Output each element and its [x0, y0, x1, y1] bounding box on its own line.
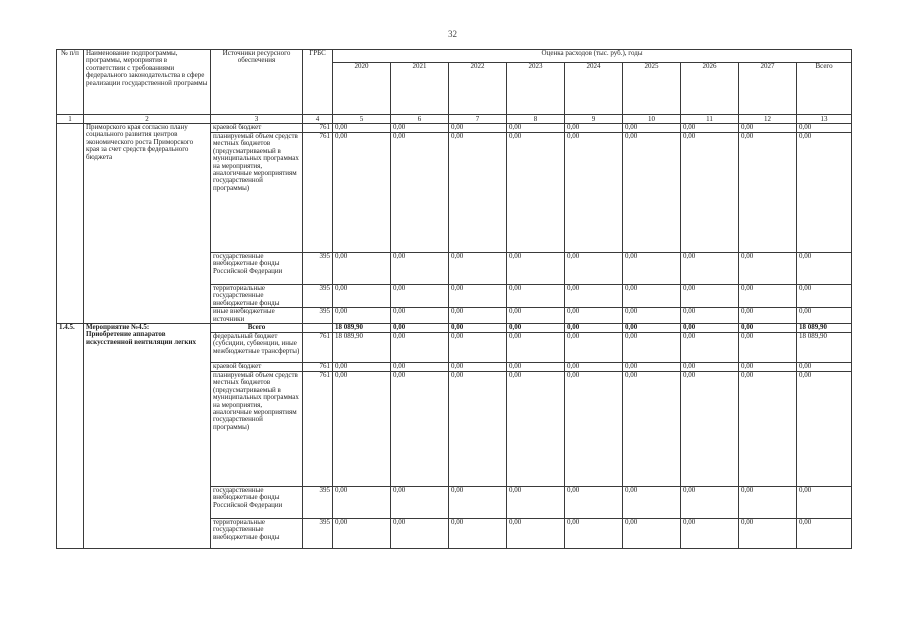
value-cell: 0,00 — [449, 363, 507, 372]
value-cell: 0,00 — [681, 519, 739, 549]
source-label: федеральный бюджет (субсидии, субвенции, иные межбюджетные трансферты) — [211, 333, 303, 363]
value-cell: 0,00 — [565, 253, 623, 285]
value-cell: 0,00 — [507, 253, 565, 285]
source-label: иные внебюджетные источники — [211, 308, 303, 324]
header-colnum-8: 9 — [565, 115, 623, 124]
value-cell: 0,00 — [681, 333, 739, 363]
value-cell: 0,00 — [333, 133, 391, 253]
value-cell: 0,00 — [739, 333, 797, 363]
value-cell: 18 089,90 — [797, 324, 852, 333]
value-cell: 0,00 — [739, 124, 797, 133]
header-colnum-0: 1 — [57, 115, 84, 124]
value-cell: 0,00 — [565, 333, 623, 363]
grbs-code: 395 — [303, 308, 333, 324]
source-label: территориальные государственные внебюджетные фонды — [211, 519, 303, 549]
section_b-description: Приобретение аппаратов искусственной вентиляции легких — [86, 330, 196, 346]
header-year-7: 2027 — [739, 63, 797, 115]
value-cell: 0,00 — [681, 372, 739, 487]
header-source: Источники ресурсного обеспечения — [211, 50, 303, 115]
value-cell: 0,00 — [333, 308, 391, 324]
header-year-4: 2024 — [565, 63, 623, 115]
value-cell: 0,00 — [449, 124, 507, 133]
value-cell: 0,00 — [507, 333, 565, 363]
value-cell: 0,00 — [391, 285, 449, 308]
value-cell: 0,00 — [797, 372, 852, 487]
source-label: планируемый объем средств местных бюджетов (предусматриваемый в муниципальных программах на мероприятия, аналогичные мероприятиям государственной программы) — [211, 372, 303, 487]
section_a-description: Приморского края согласно плану социального развития центров экономического роста Приморского края за счет средств федерального бюджета — [86, 123, 194, 161]
source-label: Всего — [211, 324, 303, 333]
header-year-2: 2022 — [449, 63, 507, 115]
grbs-code: 761 — [303, 124, 333, 133]
value-cell: 0,00 — [391, 308, 449, 324]
value-cell: 0,00 — [739, 133, 797, 253]
value-cell: 0,00 — [565, 519, 623, 549]
value-cell: 0,00 — [681, 324, 739, 333]
value-cell: 0,00 — [391, 372, 449, 487]
page-number: 32 — [448, 29, 457, 39]
value-cell: 0,00 — [623, 124, 681, 133]
header-year-3: 2023 — [507, 63, 565, 115]
grbs-code: 761 — [303, 133, 333, 253]
value-cell: 0,00 — [797, 124, 852, 133]
value-cell: 0,00 — [623, 333, 681, 363]
value-cell: 0,00 — [507, 363, 565, 372]
grbs-code: 395 — [303, 519, 333, 549]
value-cell: 0,00 — [623, 487, 681, 519]
section_a-name — [84, 124, 211, 324]
value-cell: 0,00 — [739, 308, 797, 324]
value-cell: 0,00 — [565, 124, 623, 133]
grbs-code — [303, 324, 333, 333]
grbs-code: 395 — [303, 253, 333, 285]
value-cell: 0,00 — [565, 308, 623, 324]
value-cell: 18 089,90 — [333, 333, 391, 363]
value-cell: 0,00 — [449, 253, 507, 285]
value-cell: 0,00 — [507, 487, 565, 519]
value-cell: 0,00 — [681, 253, 739, 285]
header-colnum-7: 8 — [507, 115, 565, 124]
table-row — [57, 324, 852, 333]
value-cell: 0,00 — [797, 308, 852, 324]
value-cell: 0,00 — [449, 333, 507, 363]
grbs-code: 761 — [303, 333, 333, 363]
grbs-code: 761 — [303, 372, 333, 487]
header-year-8: Всего — [797, 63, 852, 115]
section_b-title: Мероприятие №4.5: — [86, 323, 150, 332]
value-cell: 18 089,90 — [333, 324, 391, 333]
value-cell: 0,00 — [565, 372, 623, 487]
value-cell: 0,00 — [507, 372, 565, 487]
source-label: краевой бюджет — [211, 124, 303, 133]
value-cell: 0,00 — [333, 487, 391, 519]
value-cell: 0,00 — [391, 253, 449, 285]
header-colnum-3: 4 — [303, 115, 333, 124]
value-cell: 0,00 — [391, 124, 449, 133]
section_b-name — [84, 324, 211, 549]
source-label: территориальные государственные внебюджетные фонды — [211, 285, 303, 308]
header-year-6: 2026 — [681, 63, 739, 115]
value-cell: 18 089,90 — [797, 333, 852, 363]
grbs-code: 395 — [303, 285, 333, 308]
source-label: государственные внебюджетные фонды Российской Федерации — [211, 487, 303, 519]
value-cell: 0,00 — [797, 519, 852, 549]
value-cell: 0,00 — [391, 324, 449, 333]
value-cell: 0,00 — [565, 133, 623, 253]
value-cell: 0,00 — [623, 372, 681, 487]
value-cell: 0,00 — [739, 372, 797, 487]
value-cell: 0,00 — [449, 487, 507, 519]
value-cell: 0,00 — [449, 133, 507, 253]
header-colnum-5: 6 — [391, 115, 449, 124]
value-cell: 0,00 — [797, 253, 852, 285]
value-cell: 0,00 — [449, 324, 507, 333]
value-cell: 0,00 — [333, 253, 391, 285]
value-cell: 0,00 — [681, 133, 739, 253]
value-cell: 0,00 — [739, 519, 797, 549]
value-cell: 0,00 — [681, 308, 739, 324]
header-name: Наименование подпрограммы, программы, мероприятия в соответствии с требованиями федерального законодательства в сфере реализации государственной программы — [84, 50, 211, 115]
value-cell: 0,00 — [797, 363, 852, 372]
header-estimate: Оценка расходов (тыс. руб.), годы — [333, 50, 852, 63]
header-colnum-4: 5 — [333, 115, 391, 124]
value-cell: 0,00 — [739, 324, 797, 333]
header-colnum-9: 10 — [623, 115, 681, 124]
value-cell: 0,00 — [391, 487, 449, 519]
source-label: государственные внебюджетные фонды Российской Федерации — [211, 253, 303, 285]
value-cell: 0,00 — [681, 124, 739, 133]
value-cell: 0,00 — [449, 372, 507, 487]
value-cell: 0,00 — [391, 333, 449, 363]
value-cell: 0,00 — [507, 308, 565, 324]
header-row-1 — [57, 50, 852, 63]
source-label: краевой бюджет — [211, 363, 303, 372]
value-cell: 0,00 — [507, 285, 565, 308]
value-cell: 0,00 — [623, 363, 681, 372]
value-cell: 0,00 — [623, 308, 681, 324]
header-year-5: 2025 — [623, 63, 681, 115]
header-colnum-10: 11 — [681, 115, 739, 124]
value-cell: 0,00 — [449, 285, 507, 308]
value-cell: 0,00 — [391, 519, 449, 549]
value-cell: 0,00 — [623, 133, 681, 253]
section_b-num: 1.4.5. — [57, 324, 84, 549]
value-cell: 0,00 — [565, 324, 623, 333]
value-cell: 0,00 — [623, 253, 681, 285]
value-cell: 0,00 — [333, 372, 391, 487]
value-cell: 0,00 — [739, 363, 797, 372]
grbs-code: 761 — [303, 363, 333, 372]
header-year-1: 2021 — [391, 63, 449, 115]
value-cell: 0,00 — [681, 363, 739, 372]
header-colnum-12: 13 — [797, 115, 852, 124]
value-cell: 0,00 — [565, 487, 623, 519]
value-cell: 0,00 — [449, 308, 507, 324]
header-colnum-11: 12 — [739, 115, 797, 124]
header-colnum-2: 3 — [211, 115, 303, 124]
value-cell: 0,00 — [623, 324, 681, 333]
value-cell: 0,00 — [797, 487, 852, 519]
value-cell: 0,00 — [333, 363, 391, 372]
value-cell: 0,00 — [391, 363, 449, 372]
value-cell: 0,00 — [507, 519, 565, 549]
value-cell: 0,00 — [797, 133, 852, 253]
value-cell: 0,00 — [449, 519, 507, 549]
value-cell: 0,00 — [739, 285, 797, 308]
header-numbers-row — [57, 115, 852, 124]
value-cell: 0,00 — [739, 253, 797, 285]
value-cell: 0,00 — [507, 124, 565, 133]
value-cell: 0,00 — [623, 285, 681, 308]
value-cell: 0,00 — [739, 487, 797, 519]
header-year-0: 2020 — [333, 63, 391, 115]
table-row — [57, 124, 852, 133]
value-cell: 0,00 — [333, 285, 391, 308]
value-cell: 0,00 — [391, 133, 449, 253]
header-colnum-1: 2 — [84, 115, 211, 124]
value-cell: 0,00 — [565, 285, 623, 308]
expense-table — [56, 49, 852, 549]
header-grbs: ГРБС — [303, 50, 333, 115]
header-colnum-6: 7 — [449, 115, 507, 124]
source-label: планируемый объем средств местных бюджетов (предусматриваемый в муниципальных программах на мероприятия, аналогичные мероприятиям государственной программы) — [211, 133, 303, 253]
section_a-num — [57, 124, 84, 324]
grbs-code: 395 — [303, 487, 333, 519]
value-cell: 0,00 — [565, 363, 623, 372]
value-cell: 0,00 — [507, 133, 565, 253]
value-cell: 0,00 — [681, 285, 739, 308]
value-cell: 0,00 — [797, 285, 852, 308]
header-num: № п/п — [57, 50, 84, 115]
value-cell: 0,00 — [333, 124, 391, 133]
value-cell: 0,00 — [333, 519, 391, 549]
value-cell: 0,00 — [507, 324, 565, 333]
value-cell: 0,00 — [623, 519, 681, 549]
value-cell: 0,00 — [681, 487, 739, 519]
